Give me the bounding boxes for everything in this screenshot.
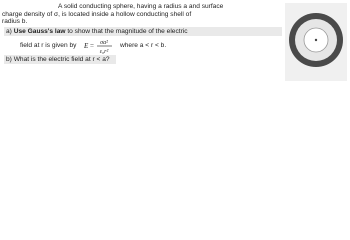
formula-equals: = xyxy=(90,42,94,50)
question-b-text: b) What is the electric field at r < a? xyxy=(6,56,110,63)
center-dot xyxy=(315,39,317,41)
question-a-line-2: field at r is given by xyxy=(20,42,77,49)
formula-numerator: σa² xyxy=(100,40,108,46)
gauss-law-emphasis: Use Gauss's law xyxy=(13,28,66,35)
sphere-shell-diagram xyxy=(285,3,347,81)
formula-denominator: ε₀r² xyxy=(99,49,109,55)
sphere-shell-figure xyxy=(285,3,347,81)
question-a-line-1 xyxy=(6,28,188,36)
problem-line-1: A solid conducting sphere, having a radius a and surface xyxy=(58,3,224,10)
question-b-highlight xyxy=(4,55,116,64)
question-a-highlight xyxy=(4,27,282,36)
question-a-label: a) xyxy=(6,28,12,35)
condition-text: where a < r < b. xyxy=(120,42,167,49)
formula-e: E xyxy=(84,42,89,50)
problem-card xyxy=(0,0,350,103)
field-formula xyxy=(84,37,118,55)
question-a-text: to show that the magnitude of the electric xyxy=(65,28,188,35)
problem-line-3: radius b. xyxy=(2,18,28,25)
problem-line-2: charge density of σ, is located inside a hollow conducting shell of xyxy=(2,11,192,18)
